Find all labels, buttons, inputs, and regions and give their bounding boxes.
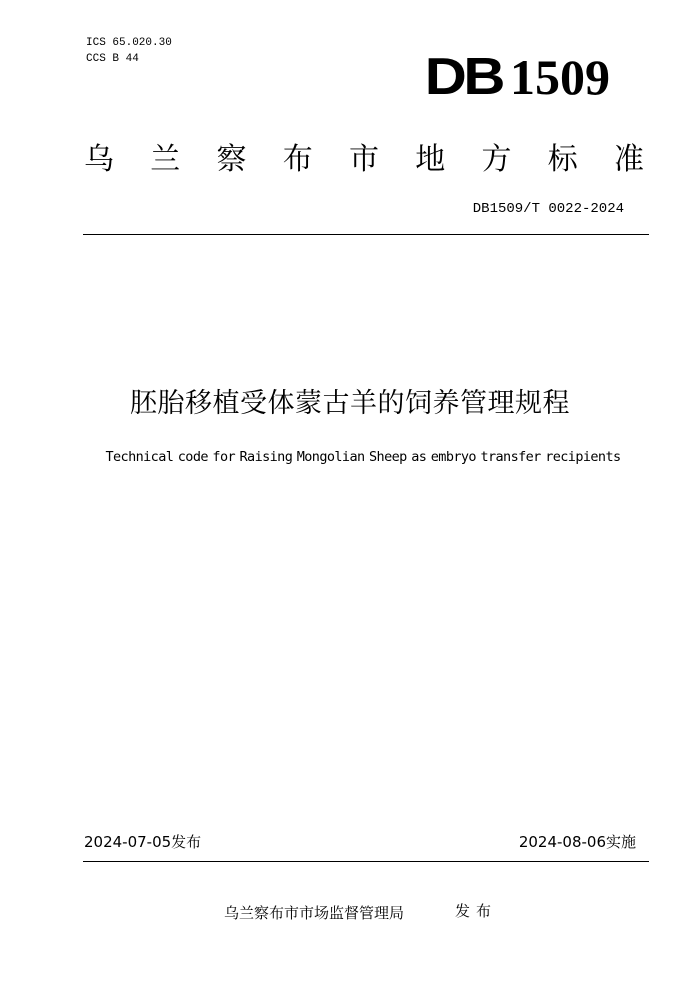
standard-title-char: 察 (216, 142, 247, 177)
standard-title-char: 布 (282, 142, 313, 177)
publication-date: 2024-07-05发布 (84, 833, 202, 851)
ics-code: ICS 65.020.30 (86, 37, 172, 49)
standard-title-char: 地 (415, 142, 446, 177)
issuing-authority: 乌兰察布市市场监督管理局 (224, 904, 405, 922)
standard-title-char: 兰 (150, 142, 181, 177)
ccs-code: CCS B 44 (86, 53, 139, 65)
db-standard-logo (424, 48, 610, 106)
standard-title-char: 方 (481, 142, 512, 177)
standard-title-char: 乌 (84, 142, 114, 177)
local-standard-title (84, 142, 644, 178)
db-logo-number: 1509 (510, 49, 610, 105)
bottom-divider (83, 861, 649, 862)
standard-title-char: 标 (547, 142, 578, 177)
implementation-date: 2024-08-06实施 (518, 833, 636, 851)
issue-label: 发布 (455, 902, 498, 920)
standard-number: DB1509/T 0022-2024 (472, 201, 624, 217)
standard-title-char: 市 (349, 142, 379, 177)
document-title: 胚胎移植受体蒙古羊的饲养管理规程 (130, 388, 570, 419)
document-english-title: Technical code for Raising Mongolian Sheep as embryo transfer recipients (105, 449, 621, 465)
top-divider (83, 234, 649, 235)
standard-title-char: 准 (614, 142, 644, 177)
db-logo-letters: DB (424, 48, 502, 106)
